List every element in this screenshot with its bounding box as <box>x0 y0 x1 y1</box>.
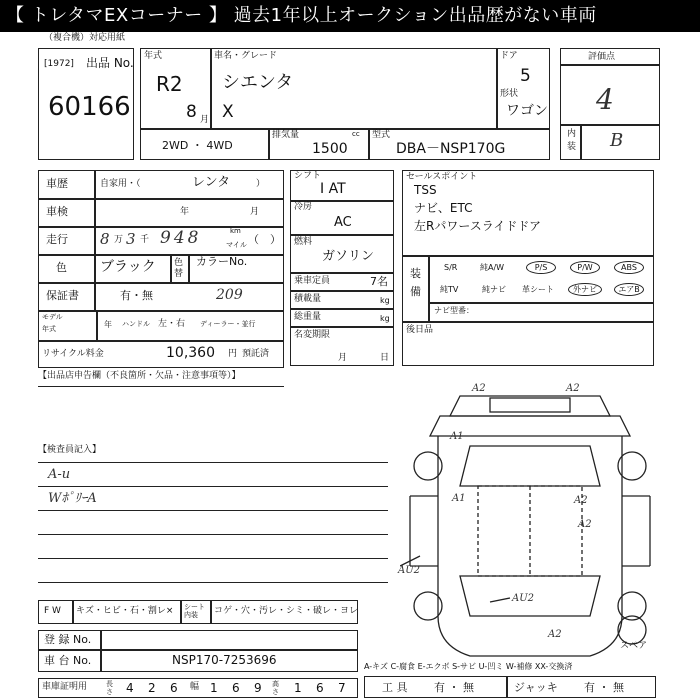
recycle-value: 10,360 <box>166 345 215 361</box>
seller-notes-label: 【出品店申告欄（不良箇所・欠品・注意事項等）】 <box>38 371 241 381</box>
equip-ext-navi-circled: 外ナビ <box>568 283 602 296</box>
inspector-note-2: WﾎﾟﾘｰA <box>48 491 97 506</box>
sales-item-2: ナビ、ETC <box>414 201 473 215</box>
year-month: 8 <box>186 102 197 122</box>
damage-mark: AU2 <box>512 593 535 604</box>
shape-label: 形状 <box>500 89 519 99</box>
warranty-value: 有・無 <box>120 289 153 302</box>
inspector-label: 【検査員記入】 <box>38 445 102 455</box>
mileage-man: 8 <box>100 230 110 248</box>
lot-number: 60166 <box>48 92 131 122</box>
mileage-rest: 948 <box>160 228 202 248</box>
interior-score: B <box>610 130 624 151</box>
door-label: ドア <box>500 51 518 61</box>
grade: X <box>222 102 234 122</box>
door-value: 5 <box>520 66 531 86</box>
color-value: ブラック <box>100 259 156 275</box>
cool-value: AC <box>334 215 352 230</box>
damage-mark: A2 <box>548 629 562 640</box>
page-banner: 【 トレタマEXコーナー 】 過去1年以上オークション出品歴がない車両 <box>0 0 700 32</box>
score-label: 評価点 <box>588 52 616 62</box>
name-label: 車名・グレード <box>214 51 278 61</box>
equip-abs-circled: ABS <box>614 261 644 274</box>
disp-value: 1500 <box>312 141 348 157</box>
lot-label: 出品 No. <box>86 56 134 70</box>
year-label: 年式 <box>144 51 163 61</box>
shift-value: I AT <box>320 181 346 197</box>
model-name: シエンタ <box>222 72 294 93</box>
seat-items: コゲ・穴・汚レ・シミ・破レ・ヨレ <box>214 606 359 616</box>
tools-value: 有 ・ 無 <box>434 681 474 694</box>
lot-small: [1972] <box>44 59 74 69</box>
damage-legend: A-キズ C-腐食 E-エクボ S-サビ U-凹ミ W-補修 XX-交換済 <box>364 662 573 671</box>
damage-mark: AU2 <box>398 565 421 576</box>
disp-label: 排気量 <box>272 130 300 140</box>
score-value: 4 <box>596 83 614 116</box>
type-label: 型式 <box>372 130 391 140</box>
sales-item-3: 左Rパワースライドドア <box>414 219 542 233</box>
jack-value: 有 ・ 無 <box>584 681 624 694</box>
detail-table <box>38 170 284 368</box>
damage-mark: A1 <box>452 493 466 504</box>
history-value: レンタ <box>192 175 231 190</box>
damage-mark: A2 <box>578 519 592 530</box>
damage-mark: A2 <box>472 383 486 394</box>
car-body-diagram <box>400 376 660 676</box>
fw-items: キズ・ヒビ・石・割レ× <box>76 606 174 616</box>
sales-item-1: TSS <box>414 183 437 197</box>
damage-mark: A1 <box>450 431 464 442</box>
type-value: DBA－NSP170G <box>396 141 506 157</box>
after-items-box <box>402 322 654 366</box>
shape-value: ワゴン <box>506 103 548 119</box>
chassis-number: NSP170-7253696 <box>172 653 277 667</box>
damage-mark: A2 <box>574 495 588 506</box>
equip-airbag-circled: エアB <box>614 283 644 296</box>
equip-pw-circled: P/W <box>570 261 600 274</box>
fuel-value: ガソリン <box>322 249 375 264</box>
capacity-value: 7名 <box>370 275 388 288</box>
inspector-note-1: A-u <box>48 467 71 482</box>
damage-mark: A2 <box>566 383 580 394</box>
sub-note: （複合機）対応用紙 <box>44 33 126 43</box>
year-era: R2 <box>156 72 183 96</box>
equip-ps-circled: P/S <box>526 261 556 274</box>
spare-label: スペア <box>620 641 648 651</box>
drive-options: 2WD ・ 4WD <box>162 139 233 152</box>
color-number: 209 <box>216 287 243 303</box>
